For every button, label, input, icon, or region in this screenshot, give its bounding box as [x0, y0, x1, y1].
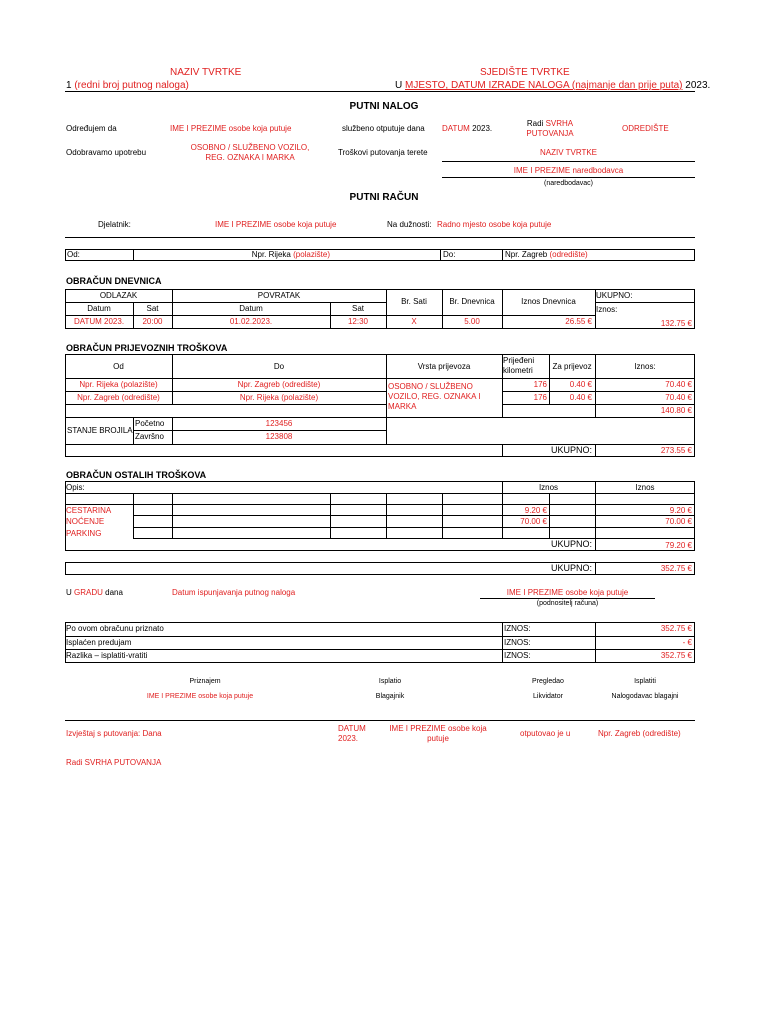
odometer-start-value: 123456 — [265, 419, 293, 428]
charged-company: NAZIV TVRTKE — [539, 148, 598, 157]
footer-place: U GRADU dana — [66, 588, 123, 597]
order-number: 1 (redni broj putnog naloga) — [66, 80, 189, 91]
report-travelled: otputovao je u — [520, 729, 571, 738]
other-total-value: 79.20 € — [665, 541, 692, 550]
transport-row-1-amount: 70.40 € — [665, 380, 692, 389]
report-name: IME I PREZIME osobe koja putuje — [389, 724, 487, 743]
purpose: Radi SVRHA PUTOVANJA — [526, 119, 574, 138]
place-date-line: U MJESTO, DATUM IZRADE NALOGA (najmanje dan prije puta) 2023. — [395, 80, 711, 91]
other-row-1-total: 9.20 € — [669, 506, 692, 515]
destination: ODREDIŠTE — [622, 124, 669, 133]
employee-label: Djelatnik: — [98, 220, 131, 229]
km-header: Prijeđeni kilometri — [503, 356, 535, 375]
sluzbeno-label: službeno otputuje dana — [342, 124, 425, 133]
issuer-name: IME I PREZIME naredbodavca — [513, 166, 624, 175]
traveler-name: IME I PREZIME osobe koja putuje — [170, 124, 292, 133]
other-row-2-desc: NOĆENJE — [66, 517, 105, 526]
company-seat: SJEDIŠTE TVRTKE — [480, 67, 570, 78]
departure-time-value: 20:00 — [142, 317, 163, 326]
departure-date: DATUM 2023. — [442, 124, 493, 133]
odobravamo-label: Odobravamo upotrebu — [66, 148, 147, 157]
transport-row-1-km: 176 — [533, 380, 547, 389]
other-total-label: UKUPNO: — [550, 539, 592, 549]
liquidator-label: Likvidator — [533, 693, 563, 700]
departure-date-header: Datum — [87, 304, 111, 313]
transport-row-2-to: Npr. Rijeka (polazište) — [239, 393, 319, 402]
transport-row-2-rate: 0.40 € — [569, 393, 592, 402]
return-date-value: 01.02.2023. — [229, 317, 273, 326]
vehicle: OSOBNO / SLUŽBENO VOZILO, REG. OZNAKA I MARKA — [190, 143, 310, 162]
pay-out-label: Isplatiti — [634, 678, 656, 685]
departure-time-header: Sat — [146, 304, 159, 313]
odometer-label: STANJE BROJILA — [67, 426, 133, 435]
summary-row-3-value: 352.75 € — [660, 651, 692, 660]
transport-row-2-from: Npr. Zagreb (odredište) — [77, 393, 160, 402]
per-diem-title: OBRAČUN DNEVNICA — [66, 276, 162, 286]
summary-row-3-label: Razlika – isplatiti-vratiti — [66, 651, 148, 660]
duty-value: Radno mjesto osobe koja putuje — [437, 220, 552, 229]
company-name: NAZIV TVRTKE — [170, 67, 242, 78]
transport-from-header: Od — [113, 362, 124, 371]
travel-account-title: PUTNI RAČUN — [349, 192, 419, 203]
submitter-name: IME I PREZIME osobe koja putuje — [506, 588, 629, 597]
transport-title: OBRAČUN PRIJEVOZNIH TROŠKOVA — [66, 343, 228, 353]
other-amount-header-1: Iznos — [538, 483, 559, 492]
return-header: POVRATAK — [257, 291, 301, 300]
approve-label: Priznajem — [189, 678, 221, 685]
per-diem-iznos-label: Iznos: — [596, 305, 618, 314]
report-label: Izvještaj s putovanja: Dana — [66, 729, 162, 738]
report-destination: Npr. Zagreb (odredište) — [598, 729, 681, 738]
transport-total-label: UKUPNO: — [550, 445, 592, 455]
transport-total-value: 273.55 € — [660, 446, 692, 455]
transport-type-header: Vrsta prijevoza — [417, 362, 471, 371]
route-to-label: Do: — [443, 250, 456, 259]
transport-row-1-to: Npr. Zagreb (odredište) — [237, 380, 321, 389]
summary-row-2-iznos: IZNOS: — [504, 638, 531, 647]
route-from: Npr. Rijeka (polazište) — [251, 250, 330, 259]
approver-name: IME I PREZIME osobe koja putuje — [146, 693, 254, 700]
other-row-3-desc: PARKING — [66, 529, 102, 538]
per-diem-total-value: 132.75 € — [660, 319, 692, 328]
other-amount-header-2: Iznos — [635, 483, 655, 492]
summary-row-2-value: - € — [682, 638, 692, 647]
odometer-end-label: Završno — [135, 432, 164, 441]
summary-row-1-iznos: IZNOS: — [504, 624, 531, 633]
issuer-label: (naredbodavac) — [543, 180, 594, 187]
paid-label: Isplatio — [378, 678, 402, 685]
transport-to-header: Do — [273, 362, 285, 371]
report-purpose: Radi SVRHA PUTOVANJA — [66, 758, 162, 767]
rate-header: Za prijevoz — [552, 362, 592, 371]
description-header: Opis: — [66, 483, 85, 492]
per-diem-count-header: Br. Dnevnica — [449, 297, 495, 306]
transport-row-2-amount: 70.40 € — [665, 393, 692, 402]
transport-row-1-rate: 0.40 € — [569, 380, 592, 389]
travel-order-title: PUTNI NALOG — [349, 101, 419, 112]
employee-name: IME I PREZIME osobe koja putuje — [215, 220, 337, 229]
grand-total-value: 352.75 € — [660, 564, 692, 573]
submitter-label: (podnositelj računa) — [536, 600, 599, 607]
completion-date: Datum ispunjavanja putnog naloga — [172, 588, 296, 597]
summary-row-1-value: 352.75 € — [660, 624, 692, 633]
odometer-end-value: 123808 — [265, 432, 293, 441]
summary-row-3-iznos: IZNOS: — [504, 651, 531, 660]
summary-row-1-label: Po ovom obračunu priznato — [66, 624, 164, 633]
reviewed-label: Pregledao — [532, 678, 564, 685]
per-diem-amount-header: Iznos Dnevnica — [521, 297, 576, 306]
transport-type-value: OSOBNO / SLUŽBENO VOZILO, REG. OZNAKA I MARKA — [388, 382, 481, 411]
departure-header: ODLAZAK — [99, 291, 138, 300]
transport-subtotal: 140.80 € — [660, 406, 692, 415]
departure-date-value: DATUM 2023. — [73, 317, 125, 326]
route-from-label: Od: — [67, 250, 80, 259]
transport-row-1-from: Npr. Rijeka (polazište) — [79, 380, 158, 389]
route-to: Npr. Zagreb (odredište) — [505, 250, 588, 259]
per-diem-count-value: 5.00 — [464, 317, 480, 326]
grand-total-label: UKUPNO: — [550, 563, 592, 573]
odometer-start-label: Početno — [135, 419, 165, 428]
cashier-label: Blagajnik — [375, 693, 405, 700]
other-row-2-amount: 70.00 € — [520, 517, 547, 526]
summary-row-2-label: Isplaćen predujam — [66, 638, 132, 647]
return-time-value: 12:30 — [347, 317, 369, 326]
report-date: DATUM 2023. — [338, 724, 366, 743]
return-time-header: Sat — [351, 304, 364, 313]
hours-value: X — [411, 317, 417, 326]
per-diem-total-label: UKUPNO: — [596, 291, 633, 300]
return-date-header: Datum — [239, 304, 263, 313]
transport-row-2-km: 176 — [533, 393, 547, 402]
transport-amount-header: Iznos: — [634, 362, 656, 371]
other-row-1-amount: 9.20 € — [524, 506, 547, 515]
per-diem-amount-value: 26.55 € — [565, 317, 592, 326]
other-costs-title: OBRAČUN OSTALIH TROŠKOVA — [66, 470, 207, 480]
payer-label: Nalogodavac blagajni — [611, 693, 679, 700]
troskovi-label: Troškovi putovanja terete — [338, 148, 428, 157]
other-row-2-total: 70.00 € — [665, 517, 692, 526]
other-row-1-desc: CESTARINA — [66, 506, 112, 515]
hours-header: Br. Sati — [401, 297, 427, 306]
duty-label: Na dužnosti: — [387, 220, 432, 229]
odredjujem-label: Određujem da — [66, 124, 117, 133]
